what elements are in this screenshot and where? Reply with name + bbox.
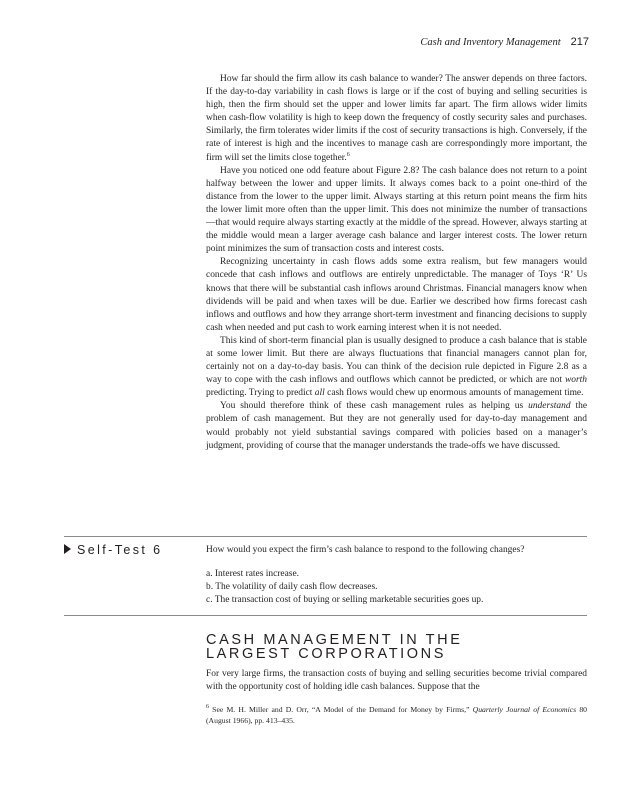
- paragraph-text: the problem of cash management. But they are not generally used for day-to-day management and would probably not yield substantial savings compared with policies based on a manager’s judgment, providing of course that the manager understands the trade-offs we have discussed.: [206, 401, 588, 451]
- running-head-title: Cash and Inventory Management: [420, 37, 561, 48]
- emphasis-text: all: [314, 388, 325, 399]
- self-test-title: Self-Test 6: [77, 543, 163, 557]
- section-heading: [206, 633, 462, 661]
- self-test-item: c. The transaction cost of buying or selling marketable securities goes up.: [206, 594, 484, 605]
- section-heading-line: CASH MANAGEMENT IN THE: [206, 632, 463, 648]
- paragraph-text: How far should the firm allow its cash balance to wander? The answer depends on three factors. If the day-to-day variability in cash flows is large or if the cost of buying and selling securities is high, then the firm should set the upper and lower limits far apart. The firm allows wider limits when cash-flow volatility is high to keep down the frequency of costly security sales and purchases. Similarly, the firm tolerates wider limits if the cost of security transactions is high. Conversely, if the rate of interest is high and the incentives to manage cash are correspondingly more important, the firm will set the limits close together.: [206, 74, 587, 163]
- section-heading-line: LARGEST CORPORATIONS: [206, 646, 446, 662]
- emphasis-text: understand: [528, 401, 571, 412]
- body-text: [206, 73, 587, 453]
- paragraph-text: cash flows would chew up enormous amounts of management time.: [324, 388, 584, 399]
- body-paragraph: [206, 73, 587, 165]
- body-paragraph: [206, 400, 587, 452]
- footnote-journal: Quarterly Journal of Economics: [472, 705, 577, 714]
- paragraph-text: predicting. Trying to predict: [206, 388, 315, 399]
- footnote-text: 80 (August 1966), pp. 413–435.: [206, 705, 588, 725]
- emphasis-text: worth: [564, 375, 587, 386]
- self-test-bottom-rule: [64, 615, 587, 616]
- footnote-reference: 6: [346, 151, 350, 158]
- paragraph-text: This kind of short-term financial plan is usually designed to produce a cash balance that is stable at some lower limit. But there are always fluctuations that financial managers cannot plan for, certainly not on a day-to-day basis. You can think of the decision rule depicted in Figure 2.8 as a way to cope with the cash inflows and outflows which cannot be predicted, or which are not: [206, 335, 587, 386]
- footnote-number: 6: [206, 704, 209, 710]
- self-test-item: b. The volatility of daily cash flow decreases.: [206, 581, 378, 592]
- self-test-item: a. Interest rates increase.: [206, 569, 300, 579]
- running-head: [420, 36, 589, 48]
- body-paragraph: [206, 335, 587, 400]
- paragraph-text: You should therefore think of these cash management rules as helping us: [220, 401, 529, 412]
- footnote: [206, 704, 587, 726]
- body-paragraph: Have you noticed one odd feature about Figure 2.8? The cash balance does not return to a point halfway between the lower and upper limits. It always comes back to a point one-third of the distance from the lower to the upper limit. Always starting at this return point means the firm hits the lower limit more often than the upper limit. This does not minimize the number of transactions—that would require always starting exactly at the middle of the spread. However, always starting at the middle would mean a larger average cash balance and larger interest costs. The lower return point minimizes the sum of transaction costs and interest costs.: [206, 165, 587, 255]
- self-test-items: [206, 568, 587, 606]
- self-test-label: [64, 543, 162, 557]
- footnote-text: See M. H. Miller and D. Orr, “A Model of the Demand for Money by Firms,”: [209, 705, 473, 714]
- self-test-top-rule: [64, 536, 587, 537]
- section-paragraph: For very large firms, the transaction costs of buying and selling securities become trivial compared with the opportunity cost of holding idle cash balances. Suppose that the: [206, 669, 587, 693]
- page-number: 217: [570, 36, 589, 48]
- triangle-marker-icon: [64, 544, 71, 554]
- self-test-question: How would you expect the firm’s cash balance to respond to the following changes?: [206, 545, 525, 555]
- body-paragraph: Recognizing uncertainty in cash flows adds some extra realism, but few managers would concede that cash inflows and outflows are entirely unpredictable. The manager of Toys ‘R’ Us knows that there will be substantial cash inflows around Christmas. Financial managers know when dividends will be paid and when taxes will be due. Earlier we described how firms forecast cash inflows and outflows and how they arrange short-term investment and financing decisions to supply cash when needed and put cash to work earning interest when it is not needed.: [206, 257, 587, 333]
